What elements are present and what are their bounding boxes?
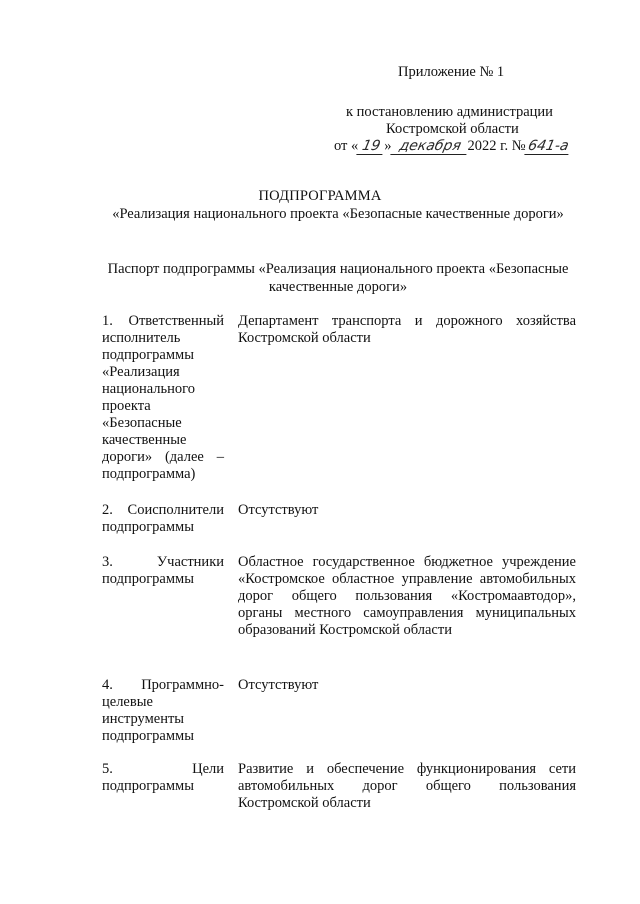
row-value: Областное государственное бюджетное учреждение «Костромское областное управление автомобильных дорог общего пользования «Костромаавтодор», органы местного самоуправления муниципальных образований Костромской области xyxy=(238,554,576,638)
row-label: 2. Соисполнители подпрограммы xyxy=(102,502,224,535)
handwritten-decree-number: 641-а xyxy=(524,139,571,155)
appendix-number: Приложение № 1 xyxy=(398,64,505,80)
decree-date-line xyxy=(334,138,570,155)
date-prefix: от « xyxy=(334,138,359,154)
passport-heading: Паспорт подпрограммы «Реализация национального проекта «Безопасные качественные дороги» xyxy=(107,261,569,295)
document-title: ПОДПРОГРАММА xyxy=(258,188,382,204)
row-value: Отсутствуют xyxy=(238,677,319,693)
row-label: 3. Участники подпрограммы xyxy=(102,554,224,587)
date-year: 2022 г. № xyxy=(467,138,526,154)
handwritten-month: декабря xyxy=(390,139,469,155)
date-quote-close: » xyxy=(384,138,392,154)
document-subtitle: «Реализация национального проекта «Безопасные качественные дороги» xyxy=(112,206,564,222)
row-value: Департамент транспорта и дорожного хозяйства Костромской области xyxy=(238,313,576,346)
decree-reference-line1: к постановлению администрации xyxy=(346,104,553,120)
row-label: 4. Программно-целевые инструменты подпрограммы xyxy=(102,677,224,744)
row-value: Отсутствуют xyxy=(238,502,319,518)
row-label: 1. Ответственный исполнитель подпрограммы «Реализация национального проекта «Безопасные качественные дороги» (далее – подпрограмма) xyxy=(102,313,224,482)
handwritten-day: 19 xyxy=(357,139,386,155)
row-label: 5. Цели подпрограммы xyxy=(102,761,224,794)
decree-reference-line2: Костромской области xyxy=(386,121,519,137)
row-value: Развитие и обеспечение функционирования сети автомобильных дорог общего пользования Костромской области xyxy=(238,761,576,811)
